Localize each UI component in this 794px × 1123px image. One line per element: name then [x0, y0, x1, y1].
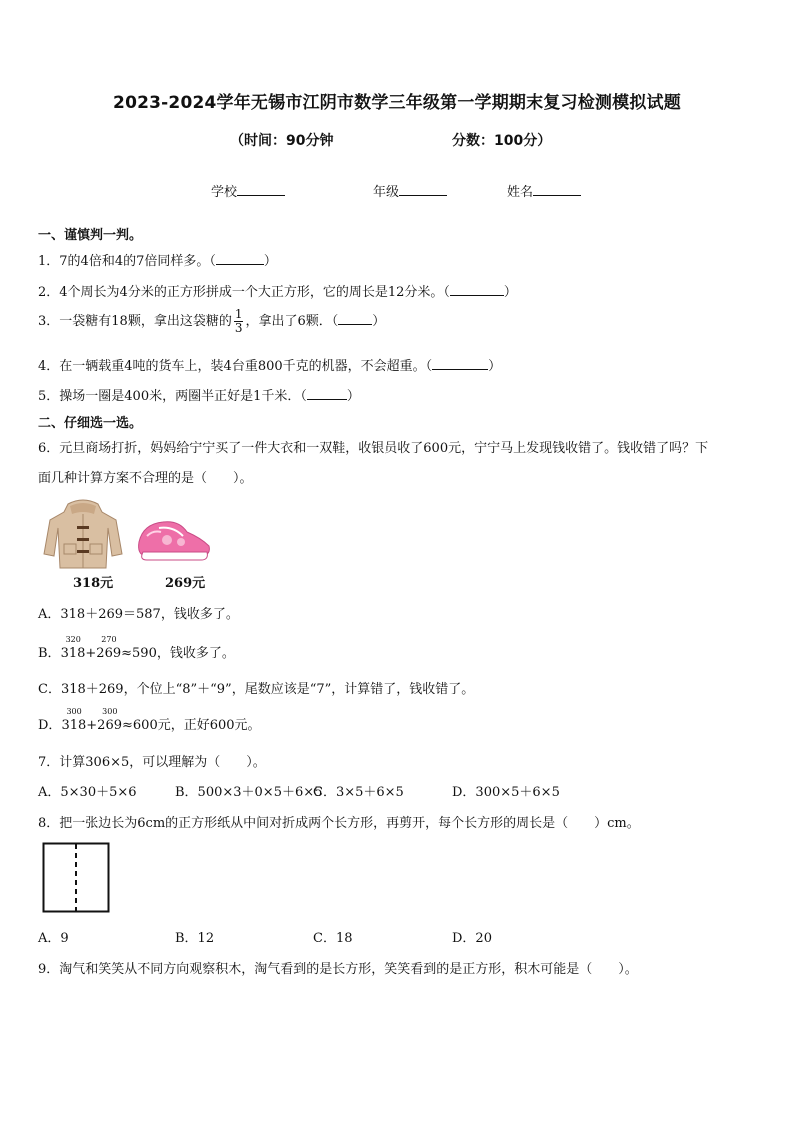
time-label: （时间：90分钟: [230, 133, 334, 149]
school-blank[interactable]: [237, 183, 285, 196]
option-8a[interactable]: A．9: [38, 931, 69, 946]
paren-close: ）: [503, 285, 517, 300]
option-7c[interactable]: C．3×5＋6×5: [313, 785, 404, 800]
value-269: 269: [96, 646, 122, 661]
question-2: [38, 281, 517, 300]
coat-price: 318元: [73, 576, 114, 591]
option-7b[interactable]: B．500×3＋0×5＋6×5: [175, 785, 323, 800]
question-4: [38, 355, 501, 374]
grade-label: 年级: [373, 185, 400, 200]
question-5: [38, 385, 360, 404]
paren-close: ）: [346, 389, 360, 404]
question-3-tail: ，拿出了6颗．（: [245, 314, 339, 329]
question-7: 7．计算306×5，可以理解为（ ）。: [38, 755, 266, 770]
result-590: 590: [132, 646, 157, 661]
approx-300-b: 300: [102, 707, 118, 716]
score-label: 分数：100分）: [452, 133, 552, 149]
answer-blank-2[interactable]: [450, 284, 504, 296]
value-318: 318: [61, 718, 87, 733]
answer-blank-4[interactable]: [432, 358, 488, 370]
question-9: 9．淘气和笑笑从不同方向观察积木，淘气看到的是长方形，笑笑看到的是正方形，积木可能是（ ）。: [38, 962, 638, 977]
page-title: 2023-2024学年无锡市江阴市数学三年级第一学期期末复习检测模拟试题: [113, 93, 681, 113]
fraction: [234, 308, 244, 335]
option-7d[interactable]: D．300×5＋6×5: [452, 785, 560, 800]
section2-heading: 二、仔细选一选。: [38, 416, 143, 431]
option-6a[interactable]: A．318＋269＝587，钱收多了。: [38, 607, 239, 622]
approx-318: [60, 635, 86, 661]
value-318: 318: [60, 646, 86, 661]
fraction-denominator: 3: [234, 321, 243, 335]
question-5-text: 5．操场一圈是400米，两圈半正好是1千米．（: [38, 389, 307, 404]
shoe-image: [133, 516, 213, 564]
question-6-line1: 6．元旦商场打折，妈妈给宁宁买了一件大衣和一双鞋，收银员收了600元，宁宁马上发现钱收错了。钱收错了吗？下: [38, 441, 709, 456]
question-4-text: 4．在一辆载重4吨的货车上，装4台重800千克的机器，不会超重。（: [38, 359, 433, 374]
option-6b-label: B．: [38, 646, 61, 661]
fraction-numerator: 1: [234, 307, 243, 321]
question-2-text: 2．4个周长为4分米的正方形拼成一个大正方形，它的周长是12分米。（: [38, 285, 450, 300]
option-6d-label: D．: [38, 718, 62, 733]
question-6-line2: 面几种计算方案不合理的是（ ）。: [38, 471, 253, 486]
name-blank[interactable]: [533, 183, 581, 196]
result-600: 600: [132, 718, 158, 733]
name-field: [507, 181, 581, 200]
question-3-text: 3．一袋糖有18颗，拿出这袋糖的: [38, 314, 232, 329]
paren-close: ）: [488, 359, 502, 374]
name-label: 姓名: [507, 185, 534, 200]
option-6d-tail: 元，正好600元。: [157, 718, 261, 733]
approx-269: [96, 635, 122, 661]
option-6b[interactable]: B． 320 318+ 270 269≈590，钱收多了。: [38, 635, 235, 661]
approx-300-a: 300: [66, 707, 82, 716]
coat-image: [40, 498, 126, 570]
option-6d[interactable]: D． 300 318+ 300 269≈600元，正好600元。: [38, 707, 261, 733]
option-7a[interactable]: A．5×30＋5×6: [38, 785, 137, 800]
answer-blank-1[interactable]: [216, 253, 264, 265]
question-1-text: 1．7的4倍和4的7倍同样多。（: [38, 254, 216, 269]
approx-270: 270: [101, 635, 117, 644]
paren-close: ）: [263, 254, 277, 269]
value-269: 269: [97, 718, 122, 733]
school-field: [211, 181, 285, 200]
option-6b-tail: ，钱收多了。: [156, 646, 235, 661]
question-3: [38, 308, 385, 335]
folded-square-figure: [42, 842, 112, 914]
approx-269: [97, 707, 122, 733]
answer-blank-3[interactable]: [338, 313, 372, 325]
option-8c[interactable]: C．18: [313, 931, 353, 946]
grade-blank[interactable]: [399, 183, 447, 196]
school-label: 学校: [211, 185, 238, 200]
answer-blank-5[interactable]: [307, 388, 347, 400]
approx-320: 320: [65, 635, 81, 644]
section1-heading: 一、谨慎判一判。: [38, 228, 143, 243]
question-1: [38, 250, 277, 269]
option-6c[interactable]: C．318＋269，个位上“8”＋“9”，尾数应该是“7”，计算错了，钱收错了。: [38, 682, 475, 697]
option-8b[interactable]: B．12: [175, 931, 215, 946]
shoe-price: 269元: [165, 576, 206, 591]
question-8: 8．把一张边长为6cm的正方形纸从中间对折成两个长方形，再剪开，每个长方形的周长是（ ）cm。: [38, 816, 640, 831]
option-8d[interactable]: D．20: [452, 931, 492, 946]
grade-field: [373, 181, 447, 200]
paren-close: ）: [372, 314, 386, 329]
approx-318: [61, 707, 87, 733]
